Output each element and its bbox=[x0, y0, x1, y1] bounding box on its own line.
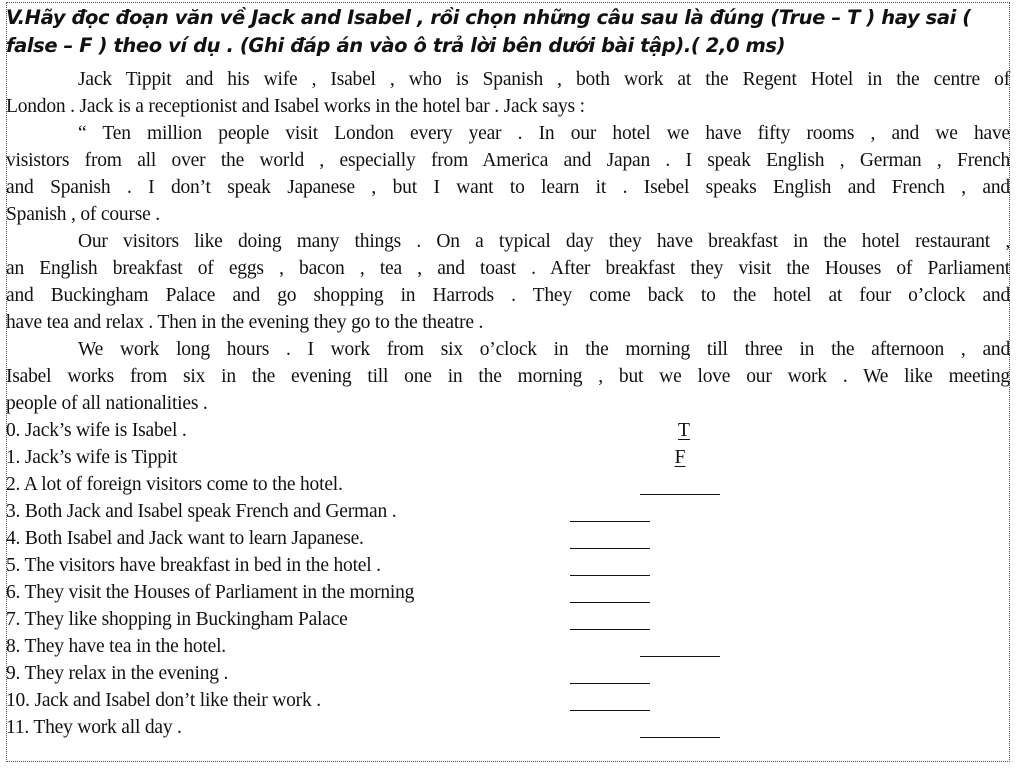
question-3: 3. Both Jack and Isabel speak French and German . bbox=[6, 501, 397, 522]
passage-line: an English breakfast of eggs , bacon , tea , and toast . After breakfast they visit the Houses of Parliament bbox=[6, 258, 1010, 279]
answer-blank-4[interactable] bbox=[570, 548, 650, 549]
passage-paragraph-4 bbox=[6, 336, 1010, 417]
question-10: 10. Jack and Isabel don’t like their work . bbox=[6, 690, 321, 711]
answer-blank-10[interactable] bbox=[570, 710, 650, 711]
answer-blank-7[interactable] bbox=[570, 629, 650, 630]
exercise-heading bbox=[6, 4, 1010, 60]
question-11: 11. They work all day . bbox=[6, 717, 182, 738]
heading-line-2: false – F ) theo ví dụ . (Ghi đáp án vào ô trả lời bên dưới bài tập).( 2,0 ms) bbox=[6, 34, 786, 57]
passage-line: have tea and relax . Then in the evening they go to the theatre . bbox=[6, 312, 484, 333]
question-7: 7. They like shopping in Buckingham Palace bbox=[6, 609, 348, 630]
answer-mark: F bbox=[674, 447, 686, 468]
answer-blank-5[interactable] bbox=[570, 575, 650, 576]
passage-line: “ Ten million people visit London every year . In our hotel we have fifty rooms , and we have bbox=[78, 123, 1010, 144]
answer-blank-9[interactable] bbox=[570, 683, 650, 684]
question-9: 9. They relax in the evening . bbox=[6, 663, 229, 684]
passage-paragraph-3 bbox=[6, 228, 1010, 336]
passage-line: We work long hours . I work from six o’clock in the morning till three in the afternoon , and bbox=[78, 339, 1010, 360]
answer-1 bbox=[660, 444, 700, 471]
question-6: 6. They visit the Houses of Parliament in the morning bbox=[6, 582, 415, 603]
answer-blank-6[interactable] bbox=[570, 602, 650, 603]
answer-blank-8[interactable] bbox=[640, 656, 720, 657]
question-2: 2. A lot of foreign visitors come to the hotel. bbox=[6, 474, 343, 495]
passage-paragraph-2 bbox=[6, 120, 1010, 228]
passage-line: Isabel works from six in the evening till one in the morning , but we love our work . We like meeting bbox=[6, 366, 1010, 387]
question-5: 5. The visitors have breakfast in bed in the hotel . bbox=[6, 555, 381, 576]
passage-line: London . Jack is a receptionist and Isabel works in the hotel bar . Jack says : bbox=[6, 96, 585, 117]
passage-line: and Buckingham Palace and go shopping in Harrods . They come back to the hotel at four o’clock and bbox=[6, 285, 1010, 306]
passage-line: people of all nationalities . bbox=[6, 393, 208, 414]
answer-blank-3[interactable] bbox=[570, 521, 650, 522]
passage-line: Our visitors like doing many things . On a typical day they have breakfast in the hotel restaurant , bbox=[78, 231, 1010, 252]
question-0: 0. Jack’s wife is Isabel . bbox=[6, 420, 187, 441]
question-8: 8. They have tea in the hotel. bbox=[6, 636, 226, 657]
passage-line: Spanish , of course . bbox=[6, 204, 160, 225]
question-1: 1. Jack’s wife is Tippit bbox=[6, 447, 178, 468]
passage-line: Jack Tippit and his wife , Isabel , who is Spanish , both work at the Regent Hotel in the centre of bbox=[78, 69, 1010, 90]
passage-paragraph-1 bbox=[6, 66, 1010, 120]
answer-mark: T bbox=[678, 420, 690, 441]
question-4: 4. Both Isabel and Jack want to learn Japanese. bbox=[6, 528, 364, 549]
passage-line: and Spanish . I don’t speak Japanese , but I want to learn it . Isebel speaks English and French , and bbox=[6, 177, 1010, 198]
answer-blank-2[interactable] bbox=[640, 494, 720, 495]
answer-0 bbox=[664, 417, 704, 444]
heading-line-1: V.Hãy đọc đoạn văn về Jack and Isabel , rồi chọn những câu sau là đúng (True – T ) hay sai ( bbox=[6, 6, 971, 29]
passage-line: visistors from all over the world , especially from America and Japan . I speak English , German , French bbox=[6, 150, 1010, 171]
answer-blank-11[interactable] bbox=[640, 737, 720, 738]
